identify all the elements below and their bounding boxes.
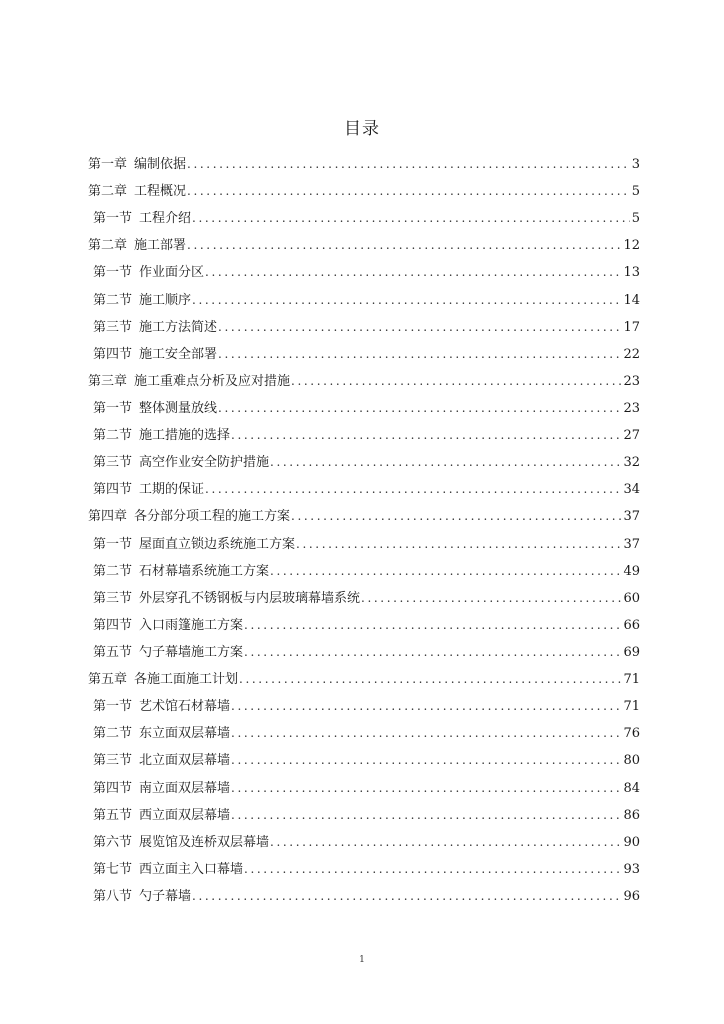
toc-entry-number: 第二节 <box>93 726 133 742</box>
toc-dot-leader <box>244 612 621 639</box>
toc-entry-page-number: 71 <box>623 672 640 688</box>
toc-entry-label <box>93 558 269 585</box>
toc-entry-label <box>93 883 191 910</box>
toc-entry-label <box>93 775 230 802</box>
toc-entry-page-number: 66 <box>623 617 640 633</box>
toc-entry-number: 第六节 <box>93 834 133 850</box>
toc-entry-title: 施工安全部署 <box>139 346 218 362</box>
toc-entry-label <box>93 422 230 449</box>
toc-dot-leader <box>291 368 621 395</box>
toc-entry-number: 第四节 <box>93 780 133 796</box>
toc-entry-number: 第一节 <box>93 265 133 281</box>
toc-entry-label <box>93 802 230 829</box>
toc-entry-label <box>88 503 290 530</box>
toc-entry-title: 艺术馆石材幕墙 <box>139 699 231 715</box>
toc-dot-leader <box>187 232 621 259</box>
toc-title: 目录 <box>344 119 380 139</box>
toc-entry-section[interactable] <box>88 693 640 720</box>
toc-entry-label <box>93 585 360 612</box>
toc-entry-label <box>93 856 243 883</box>
toc-dot-leader <box>244 639 621 666</box>
toc-entry-page-number: 60 <box>623 590 640 606</box>
toc-entry-number: 第二章 <box>88 184 128 200</box>
toc-entry-page-number: 69 <box>623 644 640 660</box>
toc-entry-label <box>93 639 243 666</box>
toc-entry-label <box>88 151 186 178</box>
toc-entry-label <box>88 232 186 259</box>
toc-entry-page-number: 22 <box>623 346 640 362</box>
toc-entry-number: 第三节 <box>93 590 133 606</box>
toc-entry-page-number: 32 <box>623 455 640 471</box>
toc-entry-section[interactable] <box>88 829 640 856</box>
toc-entry-title: 勺子幕墙 <box>139 888 192 904</box>
toc-entry-title: 东立面双层幕墙 <box>139 726 231 742</box>
toc-entry-section[interactable] <box>88 314 640 341</box>
toc-entry-number: 第四节 <box>93 617 133 633</box>
toc-entry-number: 第三节 <box>93 319 133 335</box>
toc-entry-title: 施工顺序 <box>139 292 192 308</box>
toc-entry-number: 第二章 <box>88 238 128 254</box>
toc-entry-number: 第五节 <box>93 807 133 823</box>
toc-entry-section[interactable] <box>88 720 640 747</box>
toc-entry-chapter[interactable] <box>88 368 640 395</box>
toc-dot-leader <box>187 178 630 205</box>
toc-entry-number: 第一节 <box>93 699 133 715</box>
toc-entry-title: 展览馆及连桥双层幕墙 <box>139 834 270 850</box>
toc-entry-number: 第二节 <box>93 428 133 444</box>
toc-entry-page-number: 49 <box>623 563 640 579</box>
toc-entry-number: 第七节 <box>93 861 133 877</box>
toc-entry-page-number: 12 <box>623 238 640 254</box>
toc-entry-title: 外层穿孔不锈钢板与内层玻璃幕墙系统 <box>139 590 361 606</box>
toc-entry-number: 第三章 <box>88 373 128 389</box>
toc-entry-label <box>93 205 191 232</box>
toc-entry-number: 第八节 <box>93 888 133 904</box>
toc-entry-title: 南立面双层幕墙 <box>139 780 231 796</box>
toc-entry-title: 勺子幕墙施工方案 <box>139 644 244 660</box>
toc-entry-chapter[interactable] <box>88 232 640 259</box>
toc-entry-title: 施工方法简述 <box>139 319 218 335</box>
toc-entry-title: 屋面直立锁边系统施工方案 <box>139 536 296 552</box>
toc-list <box>88 151 640 910</box>
toc-entry-title: 西立面双层幕墙 <box>139 807 231 823</box>
toc-dot-leader <box>244 856 621 883</box>
toc-dot-leader <box>361 585 621 612</box>
toc-entry-page-number: 76 <box>623 726 640 742</box>
toc-entry-number: 第三节 <box>93 455 133 471</box>
toc-entry-page-number: 37 <box>623 509 640 525</box>
toc-entry-page-number: 34 <box>623 482 640 498</box>
toc-entry-section[interactable] <box>88 341 640 368</box>
toc-entry-number: 第五节 <box>93 644 133 660</box>
toc-entry-section[interactable] <box>88 558 640 585</box>
toc-entry-label <box>93 476 204 503</box>
toc-entry-page-number: 93 <box>623 861 640 877</box>
toc-entry-page-number: 13 <box>623 265 640 281</box>
toc-entry-title: 西立面主入口幕墙 <box>139 861 244 877</box>
toc-dot-leader <box>231 422 621 449</box>
toc-dot-leader <box>231 693 621 720</box>
toc-entry-page-number: 27 <box>623 428 640 444</box>
toc-entry-title: 整体测量放线 <box>139 400 218 416</box>
toc-dot-leader <box>231 747 621 774</box>
toc-entry-section[interactable] <box>88 476 640 503</box>
toc-entry-title: 编制依据 <box>134 157 187 172</box>
toc-dot-leader <box>218 314 621 341</box>
toc-entry-number: 第五章 <box>88 672 128 688</box>
toc-entry-section[interactable] <box>88 531 640 558</box>
toc-entry-page-number: 14 <box>623 292 640 308</box>
toc-dot-leader <box>231 802 621 829</box>
toc-entry-label <box>93 720 230 747</box>
toc-entry-title: 入口雨篷施工方案 <box>139 617 244 633</box>
toc-entry-title: 各施工面施工计划 <box>134 672 239 688</box>
toc-entry-chapter[interactable] <box>88 151 640 178</box>
toc-entry-chapter[interactable] <box>88 666 640 693</box>
toc-entry-label <box>93 612 243 639</box>
toc-dot-leader <box>187 151 630 178</box>
toc-entry-title: 施工措施的选择 <box>139 428 231 444</box>
toc-entry-chapter[interactable] <box>88 503 640 530</box>
toc-dot-leader <box>291 503 621 530</box>
toc-entry-page-number: 84 <box>623 780 640 796</box>
toc-entry-page-number: 5 <box>631 211 640 227</box>
toc-entry-title: 各分部分项工程的施工方案 <box>134 509 291 525</box>
toc-entry-number: 第四节 <box>93 482 133 498</box>
toc-entry-title: 作业面分区 <box>139 265 205 281</box>
toc-entry-label <box>88 666 238 693</box>
toc-entry-title: 北立面双层幕墙 <box>139 753 231 769</box>
toc-entry-number: 第一节 <box>93 400 133 416</box>
toc-entry-title: 石材幕墙系统施工方案 <box>139 563 270 579</box>
toc-dot-leader <box>205 259 621 286</box>
toc-entry-section[interactable] <box>88 287 640 314</box>
toc-entry-number: 第四节 <box>93 346 133 362</box>
toc-dot-leader <box>270 558 621 585</box>
toc-entry-section[interactable] <box>88 449 640 476</box>
toc-entry-page-number: 23 <box>623 400 640 416</box>
toc-entry-page-number: 86 <box>623 807 640 823</box>
toc-entry-number: 第一节 <box>93 211 133 227</box>
toc-entry-label <box>93 287 191 314</box>
toc-entry-number: 第二节 <box>93 292 133 308</box>
toc-dot-leader <box>205 476 621 503</box>
toc-entry-page-number: 96 <box>623 888 640 904</box>
toc-entry-section[interactable] <box>88 747 640 774</box>
toc-dot-leader <box>239 666 621 693</box>
toc-entry-label <box>93 531 295 558</box>
toc-entry-page-number: 90 <box>623 834 640 850</box>
toc-entry-section[interactable] <box>88 259 640 286</box>
toc-entry-page-number: 80 <box>623 753 640 769</box>
toc-dot-leader <box>270 829 621 856</box>
toc-entry-label <box>93 314 217 341</box>
toc-entry-section[interactable] <box>88 205 640 232</box>
toc-entry-page-number: 71 <box>623 699 640 715</box>
toc-dot-leader <box>192 205 630 232</box>
toc-dot-leader <box>270 449 621 476</box>
toc-entry-title: 工程概况 <box>134 184 187 200</box>
toc-entry-chapter[interactable] <box>88 178 640 205</box>
toc-entry-section[interactable] <box>88 802 640 829</box>
toc-entry-title: 施工部署 <box>134 238 187 254</box>
toc-entry-page-number: 5 <box>631 184 640 200</box>
toc-dot-leader <box>231 720 621 747</box>
toc-entry-label <box>93 341 217 368</box>
toc-entry-number: 第四章 <box>88 509 128 525</box>
toc-entry-title: 工期的保证 <box>139 482 205 498</box>
toc-entry-title: 施工重难点分析及应对措施 <box>134 373 291 389</box>
toc-entry-page-number: 23 <box>623 373 640 389</box>
toc-entry-section[interactable] <box>88 639 640 666</box>
toc-entry-section[interactable] <box>88 585 640 612</box>
toc-entry-number: 第三节 <box>93 753 133 769</box>
toc-dot-leader <box>218 395 621 422</box>
toc-entry-label <box>93 829 269 856</box>
toc-entry-page-number: 37 <box>623 536 640 552</box>
toc-entry-label <box>93 693 230 720</box>
toc-entry-number: 第二节 <box>93 563 133 579</box>
toc-entry-section[interactable] <box>88 612 640 639</box>
toc-entry-label <box>93 259 204 286</box>
toc-entry-title: 高空作业安全防护措施 <box>139 455 270 471</box>
toc-entry-section[interactable] <box>88 422 640 449</box>
toc-entry-title: 工程介绍 <box>139 211 192 227</box>
toc-entry-label <box>88 178 186 205</box>
toc-dot-leader <box>192 287 621 314</box>
toc-entry-section[interactable] <box>88 395 640 422</box>
toc-dot-leader <box>231 775 621 802</box>
toc-entry-label <box>93 449 269 476</box>
toc-dot-leader <box>192 883 621 910</box>
toc-entry-label <box>88 368 290 395</box>
toc-entry-page-number: 17 <box>623 319 640 335</box>
toc-dot-leader <box>218 341 621 368</box>
toc-dot-leader <box>296 531 621 558</box>
toc-entry-label <box>93 747 230 774</box>
toc-entry-section[interactable] <box>88 856 640 883</box>
page-number: 1 <box>359 955 365 965</box>
toc-entry-page-number: 3 <box>631 157 640 172</box>
toc-entry-section[interactable] <box>88 775 640 802</box>
toc-entry-section[interactable] <box>88 883 640 910</box>
toc-entry-label <box>93 395 217 422</box>
toc-entry-number: 第一章 <box>88 157 128 172</box>
toc-entry-number: 第一节 <box>93 536 133 552</box>
